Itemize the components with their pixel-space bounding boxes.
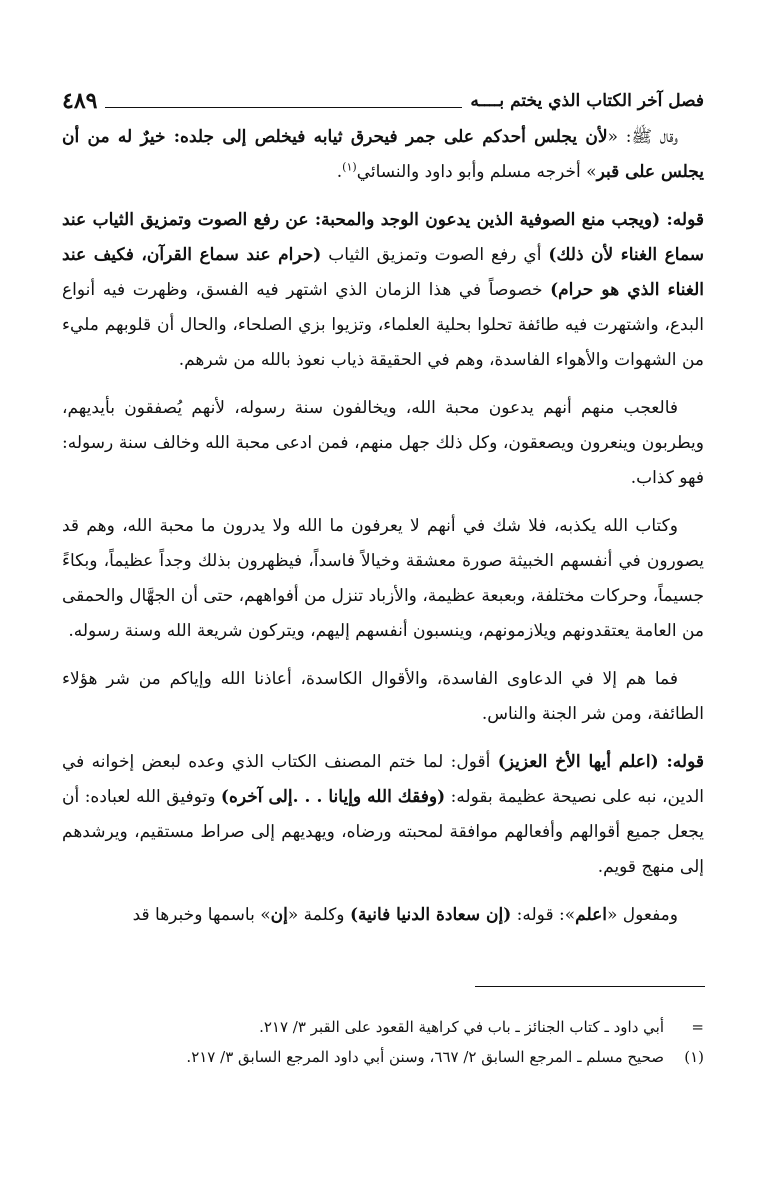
quoted-text: قوله: (ويجب منع الصوفية الذين يدعون الوجد والمحبة: عن رفع الصوت وتمزيق الثياب عند سماع الغناء لأن ذلك) <box>62 210 705 265</box>
header-rule <box>105 107 462 108</box>
text-run: وكلمة « <box>287 905 350 925</box>
text-run: » أخرجه مسلم وأبو داود والنسائي <box>356 162 597 182</box>
paragraph-7 <box>62 898 704 933</box>
text-run: وتوفيق الله لعباده: أن يجعل جميع أقوالهم وأفعالهم موافقة لمحبته ورضاه، ويهديهم إلى صراط مستقيم، ويرشدهم إلى منهج قويم. <box>62 787 704 877</box>
footnote-mark: = <box>691 1018 704 1036</box>
quoted-word: إن <box>270 905 288 925</box>
footnote-separator <box>475 986 705 987</box>
text-run: أقول: لما ختم المصنف الكتاب الذي وعده لبعض إخوانه في الدين، نبه على نصيحة عظيمة بقوله: <box>62 752 705 807</box>
text-run: وقال ﷺ: « <box>607 127 678 147</box>
text-run: »: قوله: <box>511 905 576 925</box>
quoted-text: قوله: (اعلم أيها الأخ العزيز) <box>497 752 704 772</box>
paragraph-3: فالعجب منهم أنهم يدعون محبة الله، ويخالفون سنة رسوله، لأنهم يُصفقون بأيديهم، ويطربون وينعرون ويصعقون، وكل ذلك جهل منهم، فمن ادعى محبة الله وخالف سنة رسوله: فهو كذاب. <box>62 398 704 488</box>
paragraph-2 <box>62 203 704 378</box>
page-header <box>62 84 704 118</box>
footnote-item <box>62 1012 704 1042</box>
footnote-mark: (١) <box>684 1048 704 1066</box>
quoted-text: (حرام عند سماع القرآن، فكيف عند الغناء الذي هو حرام) <box>62 245 704 300</box>
hadith-quote: لأن يجلس أحدكم على جمر فيحرق ثيابه فيخلص إلى جلده: خيرٌ له من أن يجلس على قبر <box>62 127 704 182</box>
quoted-text: (إن سعادة الدنيا فانية) <box>349 905 512 925</box>
paragraph-1 <box>62 120 704 190</box>
footnote-item <box>62 1042 704 1072</box>
text-run: أي رفع الصوت وتمزيق الثياب <box>321 245 549 265</box>
text-run: ومفعول « <box>606 905 678 925</box>
footnote-text: أبي داود ـ كتاب الجنائز ـ باب في كراهية القعود على القبر ٣/ ٢١٧. <box>259 1018 664 1036</box>
footnote-text: صحيح مسلم ـ المرجع السابق ٢/ ٦٦٧، وسنن أبي داود المرجع السابق ٣/ ٢١٧. <box>186 1048 664 1066</box>
page-number: ٤٨٩ <box>62 88 98 114</box>
paragraph-6 <box>62 745 704 885</box>
paragraph-4: وكتاب الله يكذبه، فلا شك في أنهم لا يعرفون ما الله ولا يدرون ما محبة الله، وهم قد يصورون في أنفسهم الخبيثة صورة معشقة وخيالاً فاسداً، فيظهرون بذلك وجداً عظيماً، وبكاءً جسيماً، وحركات مختلفة، وبعبعة عظيمة، والأزباد تنزل من أفواههم، حتى أن الجهَّال والحمقى من العامة يعتقدونهم ويلازمونهم، وينسبون أنفسهم إليهم، ويتركون شريعة الله وسنة رسوله. <box>62 516 704 641</box>
paragraph-5: فما هم إلا في الدعاوى الفاسدة، والأقوال الكاسدة، أعاذنا الله وإياكم من شر هؤلاء الطائفة، ومن شر الجنة والناس. <box>62 669 704 724</box>
main-text <box>62 120 704 946</box>
text-run: » باسمها وخبرها قد <box>132 905 271 925</box>
footnote-ref: (١) <box>342 160 357 174</box>
footnotes <box>62 1012 704 1072</box>
text-run: . <box>336 162 343 182</box>
text-run: خصوصاً في هذا الزمان الذي اشتهر فيه الفسق، وظهرت فيه أنواع البدع، واشتهرت فيه طائفة تحلوا بحلية العلماء، وتزيوا بزي الصلحاء، والحال أن قلوبهم مليء من الشهوات والأهواء الفاسدة، وهم في الحقيقة ذياب نعوذ بالله من شرهم. <box>62 280 704 370</box>
quoted-text: (وفقك الله وإيانا . . .إلى آخره) <box>220 787 446 807</box>
quoted-word: اعلم <box>575 905 607 925</box>
running-title: فصل آخر الكتاب الذي يختم بــــه <box>470 91 704 111</box>
